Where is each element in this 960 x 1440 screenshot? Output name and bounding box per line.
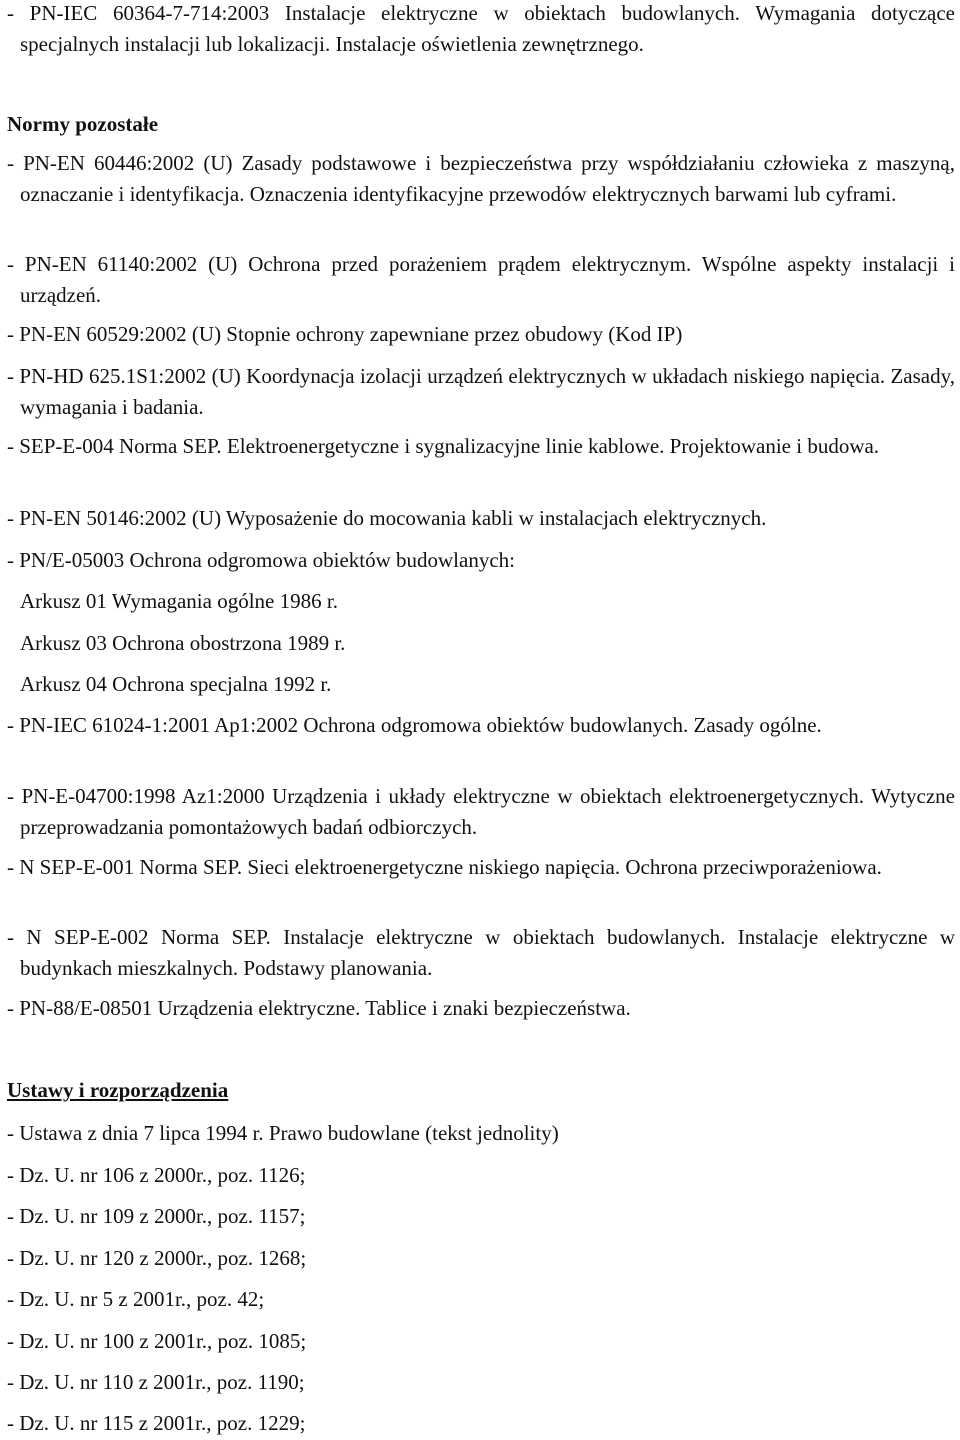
- norm-item: - N SEP-E-002 Norma SEP. Instalacje elektryczne w obiektach budowlanych. Instalacje elektryczne w budynkach mieszkalnych. Podstawy planowania.: [7, 925, 955, 980]
- norm-item: - PN-E-04700:1998 Az1:2000 Urządzenia i układy elektryczne w obiektach elektroenergetycznych. Wytyczne przeprowadzania pomontażowych badań odbiorczych.: [7, 784, 955, 839]
- section-heading-ustawy: Ustawy i rozporządzenia: [7, 1078, 229, 1102]
- law-item: - Dz. U. nr 120 z 2000r., poz. 1268;: [7, 1246, 307, 1270]
- law-item: - Dz. U. nr 110 z 2001r., poz. 1190;: [7, 1370, 305, 1394]
- sheet-item: Arkusz 03 Ochrona obostrzona 1989 r.: [20, 631, 346, 655]
- norm-item: - PN-EN 50146:2002 (U) Wyposażenie do mocowania kabli w instalacjach elektrycznych.: [7, 506, 767, 530]
- sheet-item: Arkusz 04 Ochrona specjalna 1992 r.: [20, 672, 332, 696]
- law-item: - Dz. U. nr 115 z 2001r., poz. 1229;: [7, 1411, 306, 1435]
- norm-item-intro: - PN-IEC 60364-7-714:2003 Instalacje elektryczne w obiektach budowlanych. Wymagania dotyczące specjalnych instalacji lub lokalizacji. Instalacje oświetlenia zewnętrznego.: [7, 1, 955, 56]
- norm-item: - PN-88/E-08501 Urządzenia elektryczne. Tablice i znaki bezpieczeństwa.: [7, 996, 631, 1020]
- norm-item: - PN-EN 60446:2002 (U) Zasady podstawowe i bezpieczeństwa przy współdziałaniu człowieka z maszyną, oznaczanie i identyfikacja. Oznaczenia identyfikacyjne przewodów elektrycznych barwami lub cyframi.: [7, 151, 955, 206]
- norm-item: - PN-EN 61140:2002 (U) Ochrona przed porażeniem prądem elektrycznym. Wspólne aspekty instalacji i urządzeń.: [7, 252, 955, 307]
- norm-item: - PN/E-05003 Ochrona odgromowa obiektów budowlanych:: [7, 548, 515, 572]
- sheet-item: Arkusz 01 Wymagania ogólne 1986 r.: [20, 589, 338, 613]
- norm-item: - PN-EN 60529:2002 (U) Stopnie ochrony zapewniane przez obudowy (Kod IP): [7, 322, 683, 346]
- norm-item: - PN-HD 625.1S1:2002 (U) Koordynacja izolacji urządzeń elektrycznych w układach niskiego napięcia. Zasady, wymagania i badania.: [7, 364, 955, 419]
- law-item: - Dz. U. nr 109 z 2000r., poz. 1157;: [7, 1204, 306, 1228]
- law-item: - Dz. U. nr 5 z 2001r., poz. 42;: [7, 1287, 265, 1311]
- norm-item: - N SEP-E-001 Norma SEP. Sieci elektroenergetyczne niskiego napięcia. Ochrona przeciwporażeniowa.: [7, 855, 882, 879]
- norm-item: - PN-IEC 61024-1:2001 Ap1:2002 Ochrona odgromowa obiektów budowlanych. Zasady ogólne.: [7, 713, 822, 737]
- law-item: - Dz. U. nr 106 z 2000r., poz. 1126;: [7, 1163, 306, 1187]
- norm-item: - SEP-E-004 Norma SEP. Elektroenergetyczne i sygnalizacyjne linie kablowe. Projektowanie i budowa.: [7, 434, 880, 458]
- law-item: - Dz. U. nr 100 z 2001r., poz. 1085;: [7, 1329, 307, 1353]
- law-item: - Ustawa z dnia 7 lipca 1994 r. Prawo budowlane (tekst jednolity): [7, 1121, 559, 1145]
- section-heading-normy: Normy pozostałe: [7, 112, 159, 136]
